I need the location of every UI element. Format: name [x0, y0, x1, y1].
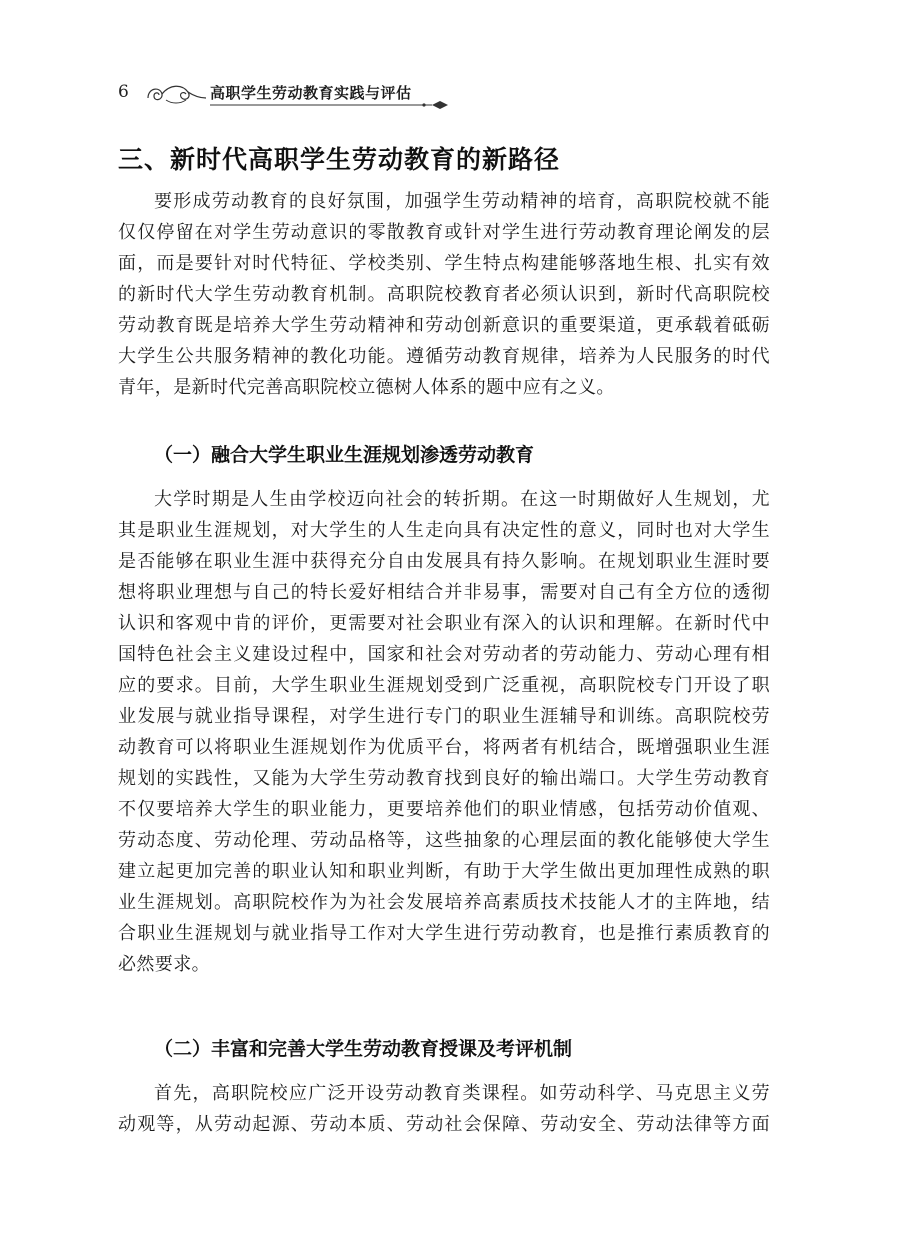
running-header: [118, 76, 458, 116]
paragraph-line: 要形成劳动教育的良好氛围，加强学生劳动精神的培育，高职院校就不能: [154, 191, 770, 212]
paragraph-line: 面，而是要针对时代特征、学校类别、学生特点构建能够落地生根、扎实有效: [118, 253, 770, 274]
paragraph-line: 想将职业理想与自己的特长爱好相结合并非易事，需要对自己有全方位的透彻: [118, 582, 770, 603]
ornament-flourish-icon: [144, 80, 208, 108]
paragraph-line: 不仅要培养大学生的职业能力，更要培养他们的职业情感，包括劳动价值观、: [118, 799, 770, 820]
paragraph-line: 的新时代大学生劳动教育机制。高职院校教育者必须认识到，新时代高职院校: [118, 284, 770, 305]
paragraph-line: 大学时期是人生由学校迈向社会的转折期。在这一时期做好人生规划，尤: [154, 489, 770, 510]
paragraph-line: 国特色社会主义建设过程中，国家和社会对劳动者的劳动能力、劳动心理有相: [118, 644, 770, 665]
paragraph-line: 青年，是新时代完善高职院校立德树人体系的题中应有之义。: [118, 377, 615, 398]
intro-paragraph: [118, 186, 770, 403]
paragraph-line: 业发展与就业指导课程，对学生进行专门的职业生涯辅导和训练。高职院校劳: [118, 706, 770, 727]
paragraph-line: 业生涯规划。高职院校作为为社会发展培养高素质技术技能人才的主阵地，结: [118, 892, 770, 913]
book-title: 高职学生劳动教育实践与评估: [210, 84, 412, 102]
subsection-1-paragraph: [118, 484, 770, 980]
paragraph-line: 合职业生涯规划与就业指导工作对大学生进行劳动教育，也是推行素质教育的: [118, 923, 770, 944]
paragraph-line: 是否能够在职业生涯中获得充分自由发展具有持久影响。在规划职业生涯时要: [118, 551, 770, 572]
subsection-2-paragraph: [118, 1078, 770, 1140]
subsection-title-2: （二）丰富和完善大学生劳动教育授课及考评机制: [154, 1038, 573, 1060]
paragraph-line: 劳动态度、劳动伦理、劳动品格等，这些抽象的心理层面的教化能够使大学生: [118, 830, 770, 851]
subsection-title-1: （一）融合大学生职业生涯规划渗透劳动教育: [154, 444, 535, 466]
paragraph-line: 首先，高职院校应广泛开设劳动教育类课程。如劳动科学、马克思主义劳: [154, 1083, 770, 1104]
page-number: 6: [118, 82, 129, 102]
paragraph-line: 劳动教育既是培养大学生劳动精神和劳动创新意识的重要渠道，更承载着砥砺: [118, 315, 770, 336]
paragraph-line: 规划的实践性，又能为大学生劳动教育找到良好的输出端口。大学生劳动教育: [118, 768, 770, 789]
paragraph-line: 动观等，从劳动起源、劳动本质、劳动社会保障、劳动安全、劳动法律等方面: [118, 1114, 770, 1135]
ornament-rule-icon: [210, 100, 450, 110]
paragraph-line: 必然要求。: [118, 954, 210, 975]
paragraph-line: 大学生公共服务精神的教化功能。遵循劳动教育规律，培养为人民服务的时代: [118, 346, 770, 367]
paragraph-line: 动教育可以将职业生涯规划作为优质平台，将两者有机结合，既增强职业生涯: [118, 737, 770, 758]
section-title: 三、新时代高职学生劳动教育的新路径: [118, 145, 561, 174]
paragraph-line: 其是职业生涯规划，对大学生的人生走向具有决定性的意义，同时也对大学生: [118, 520, 770, 541]
paragraph-line: 认识和客观中肯的评价，更需要对社会职业有深入的认识和理解。在新时代中: [118, 613, 770, 634]
paragraph-line: 仅仅停留在对学生劳动意识的零散教育或针对学生进行劳动教育理论阐发的层: [118, 222, 770, 243]
paragraph-line: 应的要求。目前，大学生职业生涯规划受到广泛重视，高职院校专门开设了职: [118, 675, 770, 696]
paragraph-line: 建立起更加完善的职业认知和职业判断，有助于大学生做出更加理性成熟的职: [118, 861, 770, 882]
